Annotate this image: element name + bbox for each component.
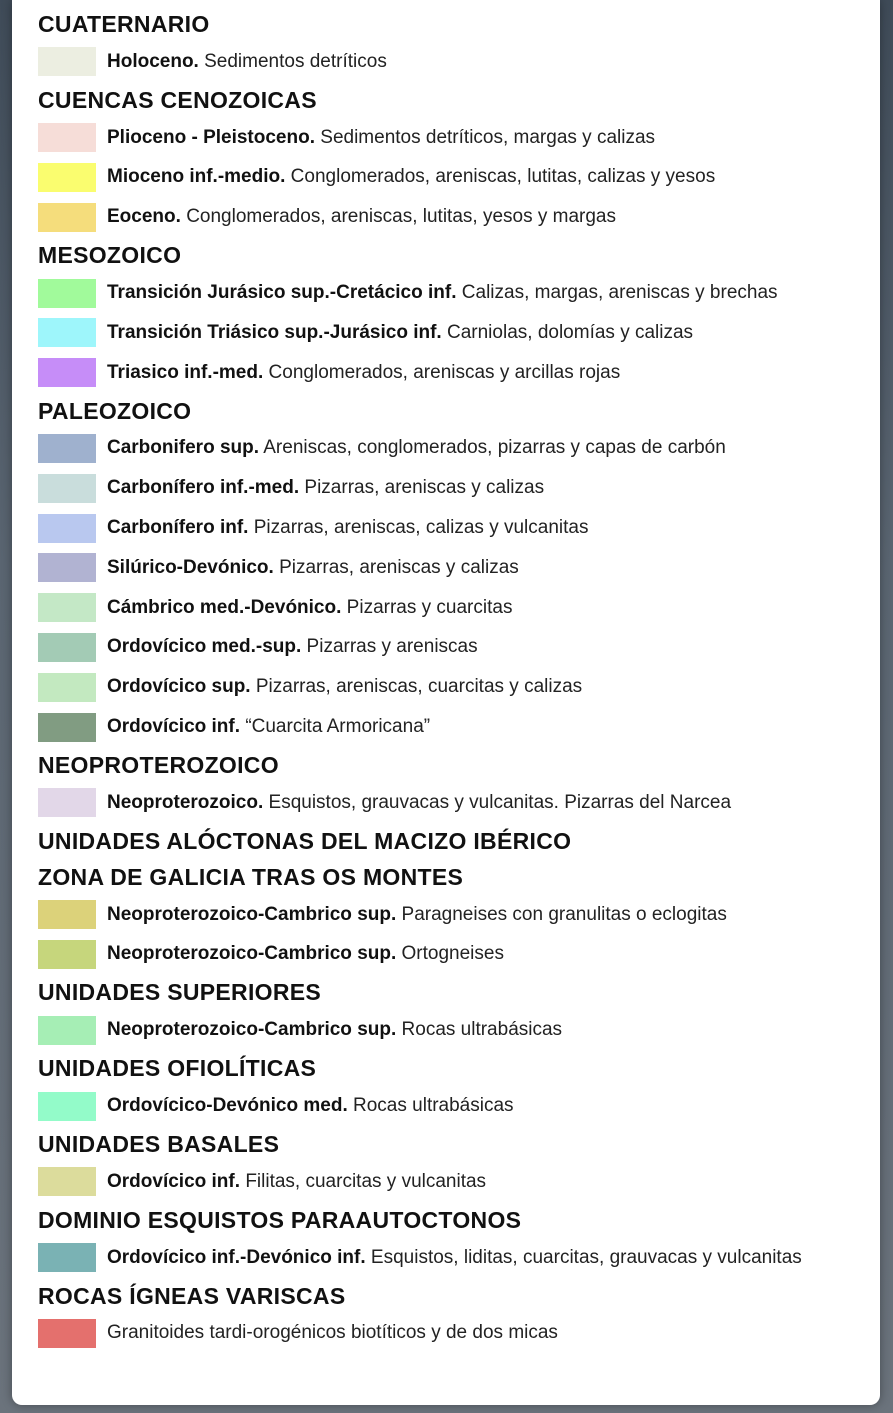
legend-item-label: [107, 1171, 486, 1193]
legend-item-period: Plioceno - Pleistoceno.: [107, 126, 315, 148]
legend-item-label: [107, 166, 715, 188]
legend-item-description: Carniolas, dolomías y calizas: [447, 321, 694, 343]
legend-item-description: Sedimentos detríticos, margas y calizas: [320, 126, 656, 148]
legend-item-description: Pizarras y cuarcitas: [346, 596, 513, 618]
legend-item-description: Conglomerados, areniscas, lutitas, calizas y yesos: [290, 166, 716, 188]
legend-item-description: Rocas ultrabásicas: [401, 1019, 563, 1041]
legend-item: [38, 1238, 870, 1278]
legend-color-swatch: [38, 1016, 96, 1045]
legend-item: [38, 273, 870, 313]
legend-item: [38, 707, 870, 747]
legend-item: [38, 935, 870, 975]
legend-item-label: [107, 477, 544, 499]
legend-item-period: Carbonífero inf.-med.: [107, 477, 300, 499]
legend-item-description: Pizarras, areniscas y calizas: [279, 556, 519, 578]
legend-item-period: Silúrico-Devónico.: [107, 556, 274, 578]
legend-item-period: Carbonífero inf.: [107, 517, 249, 539]
legend-item-description: Sedimentos detríticos: [204, 50, 387, 72]
legend-color-swatch: [38, 713, 96, 742]
legend-item-period: Ordovícico sup.: [107, 676, 251, 698]
legend-item-description: Calizas, margas, areniscas y brechas: [461, 282, 778, 304]
legend-item-period: Mioceno inf.-medio.: [107, 166, 286, 188]
legend-color-swatch: [38, 358, 96, 387]
legend-item-description: Granitoides tardi-orogénicos biotíticos y de dos micas: [107, 1322, 558, 1344]
legend-item-description: Pizarras, areniscas y calizas: [304, 477, 545, 499]
legend-item-label: [107, 1322, 558, 1344]
legend-item: [38, 158, 870, 198]
legend-item-period: Neoproterozoico-Cambrico sup.: [107, 943, 397, 965]
legend-item-label: [107, 636, 478, 658]
legend-color-swatch: [38, 318, 96, 347]
legend-item: [38, 118, 870, 158]
legend-color-swatch: [38, 434, 96, 463]
legend-color-swatch: [38, 633, 96, 662]
legend-item-label: [107, 943, 504, 965]
legend-item-period: Carbonifero sup.: [107, 437, 260, 459]
legend-item-period: Ordovícico inf.-Devónico inf.: [107, 1246, 366, 1268]
legend-item-period: Neoproterozoico-Cambrico sup.: [107, 903, 397, 925]
legend-item-label: [107, 437, 726, 459]
legend-item: [38, 468, 870, 508]
legend-item-description: Conglomerados, areniscas y arcillas rojas: [268, 361, 621, 383]
legend-item: [38, 313, 870, 353]
legend-color-swatch: [38, 123, 96, 152]
legend-section-heading: MESOZOICO: [38, 242, 182, 269]
legend-item-period: Holoceno.: [107, 50, 199, 72]
legend-item: [38, 429, 870, 469]
legend-item-description: “Cuarcita Armoricana”: [245, 716, 431, 738]
legend-section-heading: UNIDADES SUPERIORES: [38, 979, 322, 1006]
legend-item-label: [107, 716, 430, 738]
legend-section-heading: UNIDADES OFIOLÍTICAS: [38, 1055, 317, 1082]
legend-item: [38, 508, 870, 548]
legend-color-swatch: [38, 203, 96, 232]
legend-item: [38, 1010, 870, 1050]
legend-item: [38, 42, 870, 82]
geologic-legend: [38, 6, 870, 1353]
legend-item-period: Eoceno.: [107, 206, 181, 228]
legend-item: [38, 783, 870, 823]
legend-section-heading: PALEOZOICO: [38, 397, 192, 424]
legend-section-heading: DOMINIO ESQUISTOS PARAAUTOCTONOS: [38, 1206, 522, 1233]
legend-color-swatch: [38, 279, 96, 308]
legend-item-period: Ordovícico med.-sup.: [107, 636, 302, 658]
legend-item-period: Triasico inf.-med.: [107, 361, 264, 383]
legend-item-label: [107, 1247, 802, 1269]
legend-item-period: Neoproterozoico.: [107, 791, 264, 813]
legend-item-period: Cámbrico med.-Devónico.: [107, 596, 342, 618]
legend-item-label: [107, 1019, 562, 1041]
legend-item-label: [107, 792, 731, 814]
legend-color-swatch: [38, 163, 96, 192]
legend-item: [38, 628, 870, 668]
legend-item: [38, 667, 870, 707]
legend-item: [38, 548, 870, 588]
legend-color-swatch: [38, 47, 96, 76]
legend-item-label: [107, 1095, 514, 1117]
legend-item-label: [107, 517, 588, 539]
legend-item-label: [107, 322, 693, 344]
legend-item-label: [107, 676, 582, 698]
legend-color-swatch: [38, 1092, 96, 1121]
legend-item-period: Ordovícico inf.: [107, 1170, 241, 1192]
legend-item-label: [107, 557, 519, 579]
legend-item-description: Pizarras, areniscas, cuarcitas y calizas: [255, 676, 583, 698]
legend-item-label: [107, 282, 778, 304]
legend-item-label: [107, 904, 727, 926]
legend-item-description: Paragneises con granulitas o eclogitas: [401, 903, 727, 925]
legend-section-heading: CUENCAS CENOZOICAS: [38, 86, 317, 113]
legend-item-period: Transición Triásico sup.-Jurásico inf.: [107, 321, 442, 343]
legend-color-swatch: [38, 474, 96, 503]
legend-popup: [12, 0, 880, 1405]
legend-section-heading: NEOPROTEROZOICO: [38, 751, 279, 778]
legend-item: [38, 1086, 870, 1126]
legend-color-swatch: [38, 593, 96, 622]
legend-item-description: Ortogneises: [401, 943, 504, 965]
legend-section-heading: CUATERNARIO: [38, 11, 210, 37]
legend-color-swatch: [38, 1243, 96, 1272]
legend-item-period: Transición Jurásico sup.-Cretácico inf.: [107, 282, 457, 304]
legend-color-swatch: [38, 900, 96, 929]
legend-item: [38, 895, 870, 935]
legend-color-swatch: [38, 1167, 96, 1196]
legend-item-description: Areniscas, conglomerados, pizarras y capas de carbón: [263, 437, 726, 459]
legend-item-label: [107, 127, 655, 149]
legend-item-label: [107, 206, 616, 228]
legend-item: [38, 1162, 870, 1202]
legend-item-description: Conglomerados, areniscas, lutitas, yesos y margas: [186, 206, 616, 228]
legend-color-swatch: [38, 788, 96, 817]
legend-item-description: Pizarras, areniscas, calizas y vulcanitas: [253, 517, 589, 539]
legend-color-swatch: [38, 514, 96, 543]
legend-item-period: Ordovícico inf.: [107, 716, 241, 738]
legend-item: [38, 1314, 870, 1354]
legend-item-description: Esquistos, grauvacas y vulcanitas. Pizarras del Narcea: [268, 791, 732, 813]
legend-item-label: [107, 51, 387, 73]
legend-item-period: Ordovícico-Devónico med.: [107, 1095, 348, 1117]
legend-item: [38, 197, 870, 237]
legend-section-heading: UNIDADES BASALES: [38, 1130, 280, 1157]
legend-item-description: Esquistos, liditas, cuarcitas, grauvacas y vulcanitas: [370, 1246, 802, 1268]
legend-color-swatch: [38, 553, 96, 582]
legend-section-heading: ZONA DE GALICIA TRAS OS MONTES: [38, 863, 464, 890]
legend-color-swatch: [38, 1319, 96, 1348]
legend-color-swatch: [38, 673, 96, 702]
legend-item-label: [107, 362, 620, 384]
legend-item-description: Pizarras y areniscas: [306, 636, 478, 658]
legend-item-description: Filitas, cuarcitas y vulcanitas: [245, 1170, 487, 1192]
legend-color-swatch: [38, 940, 96, 969]
legend-section-heading: UNIDADES ALÓCTONAS DEL MACIZO IBÉRICO: [38, 827, 572, 854]
legend-section-heading: ROCAS ÍGNEAS VARISCAS: [38, 1282, 346, 1309]
legend-item-label: [107, 597, 512, 619]
legend-item: [38, 353, 870, 393]
legend-item-period: Neoproterozoico-Cambrico sup.: [107, 1019, 397, 1041]
legend-item: [38, 588, 870, 628]
legend-item-description: Rocas ultrabásicas: [353, 1095, 514, 1117]
